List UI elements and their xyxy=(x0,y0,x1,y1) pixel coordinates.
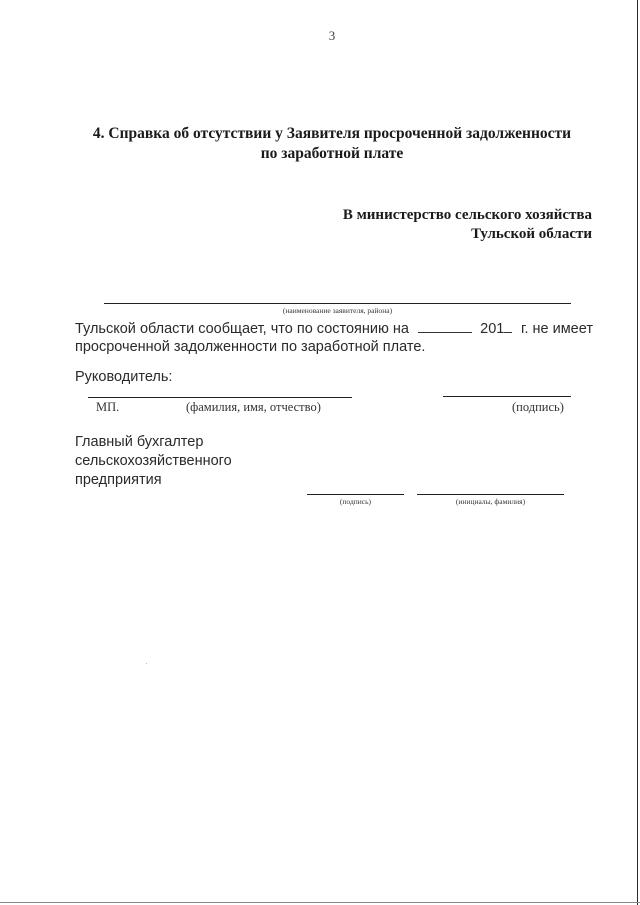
signature-caption: (подпись) xyxy=(512,400,564,414)
accountant-line-1: Главный бухгалтер xyxy=(75,434,204,450)
title-line-2: по заработной плате xyxy=(260,145,404,162)
head-label: Руководитель: xyxy=(75,369,173,385)
accountant-name-caption: (инициалы, фамилия) xyxy=(455,497,526,506)
statement-line-2: просроченной задолженности по заработной плате. xyxy=(75,339,426,355)
title-line-1: 4. Справка об отсутствии у Заявителя просроченной задолженности xyxy=(92,125,572,142)
addressee-block xyxy=(343,206,592,244)
date-blank xyxy=(418,320,472,333)
statement-text xyxy=(75,320,593,356)
scan-speck xyxy=(146,663,147,664)
document-title xyxy=(0,124,640,164)
statement-line-1 xyxy=(75,320,593,338)
fio-caption: (фамилия, имя, отчество) xyxy=(186,400,321,414)
page-number: 3 xyxy=(328,28,336,43)
accountant-name-line xyxy=(417,494,564,495)
page-edge-bottom xyxy=(0,902,640,903)
addressee-line-2: Тульской области xyxy=(471,226,592,242)
year-blank xyxy=(504,320,512,333)
accountant-signature-line xyxy=(307,494,404,495)
statement-part-1: Тульской области сообщает, что по состоянию на xyxy=(75,321,409,337)
head-signature-line xyxy=(443,396,571,397)
accountant-line-2: сельскохозяйственного xyxy=(75,453,232,469)
accountant-signature-caption: (подпись) xyxy=(339,497,372,506)
applicant-caption: (наименование заявителя, района) xyxy=(282,306,393,315)
statement-year xyxy=(480,320,512,338)
addressee-line-1: В министерство сельского хозяйства xyxy=(342,207,592,223)
accountant-line-3: предприятия xyxy=(75,472,162,488)
accountant-label xyxy=(75,433,232,490)
head-name-line xyxy=(88,397,352,398)
year-prefix: 201 xyxy=(480,321,505,337)
applicant-name-line xyxy=(104,303,571,304)
statement-part-2: г. не имеет xyxy=(520,321,593,337)
seal-label: МП. xyxy=(96,400,120,414)
